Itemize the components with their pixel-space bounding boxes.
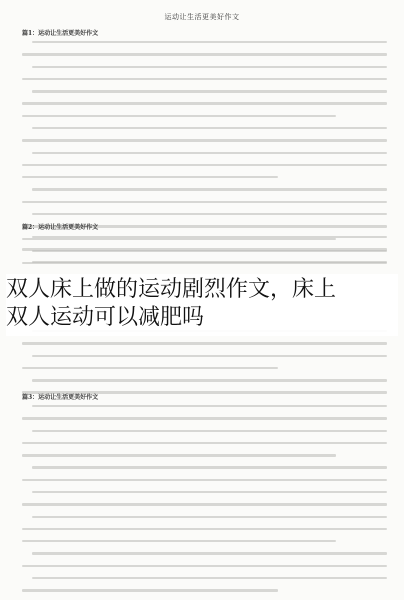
section-heading-2: 篇2：运动让生活更美好作文 [22,224,99,231]
overlay-caption-line-2: 双人运动可以减肥吗 [6,305,205,330]
section-heading-1: 篇1：运动让生活更美好作文 [22,30,99,37]
overlay-caption-line-1: 双人床上做的运动剧烈作文，床上 [6,277,337,302]
section-heading-3: 篇3：运动让生活更美好作文 [22,394,99,401]
body-text-block-4 [22,405,387,602]
body-text-block-2 [22,236,387,273]
overlay-caption [6,274,398,336]
document-title: 运动让生活更美好作文 [164,13,240,21]
